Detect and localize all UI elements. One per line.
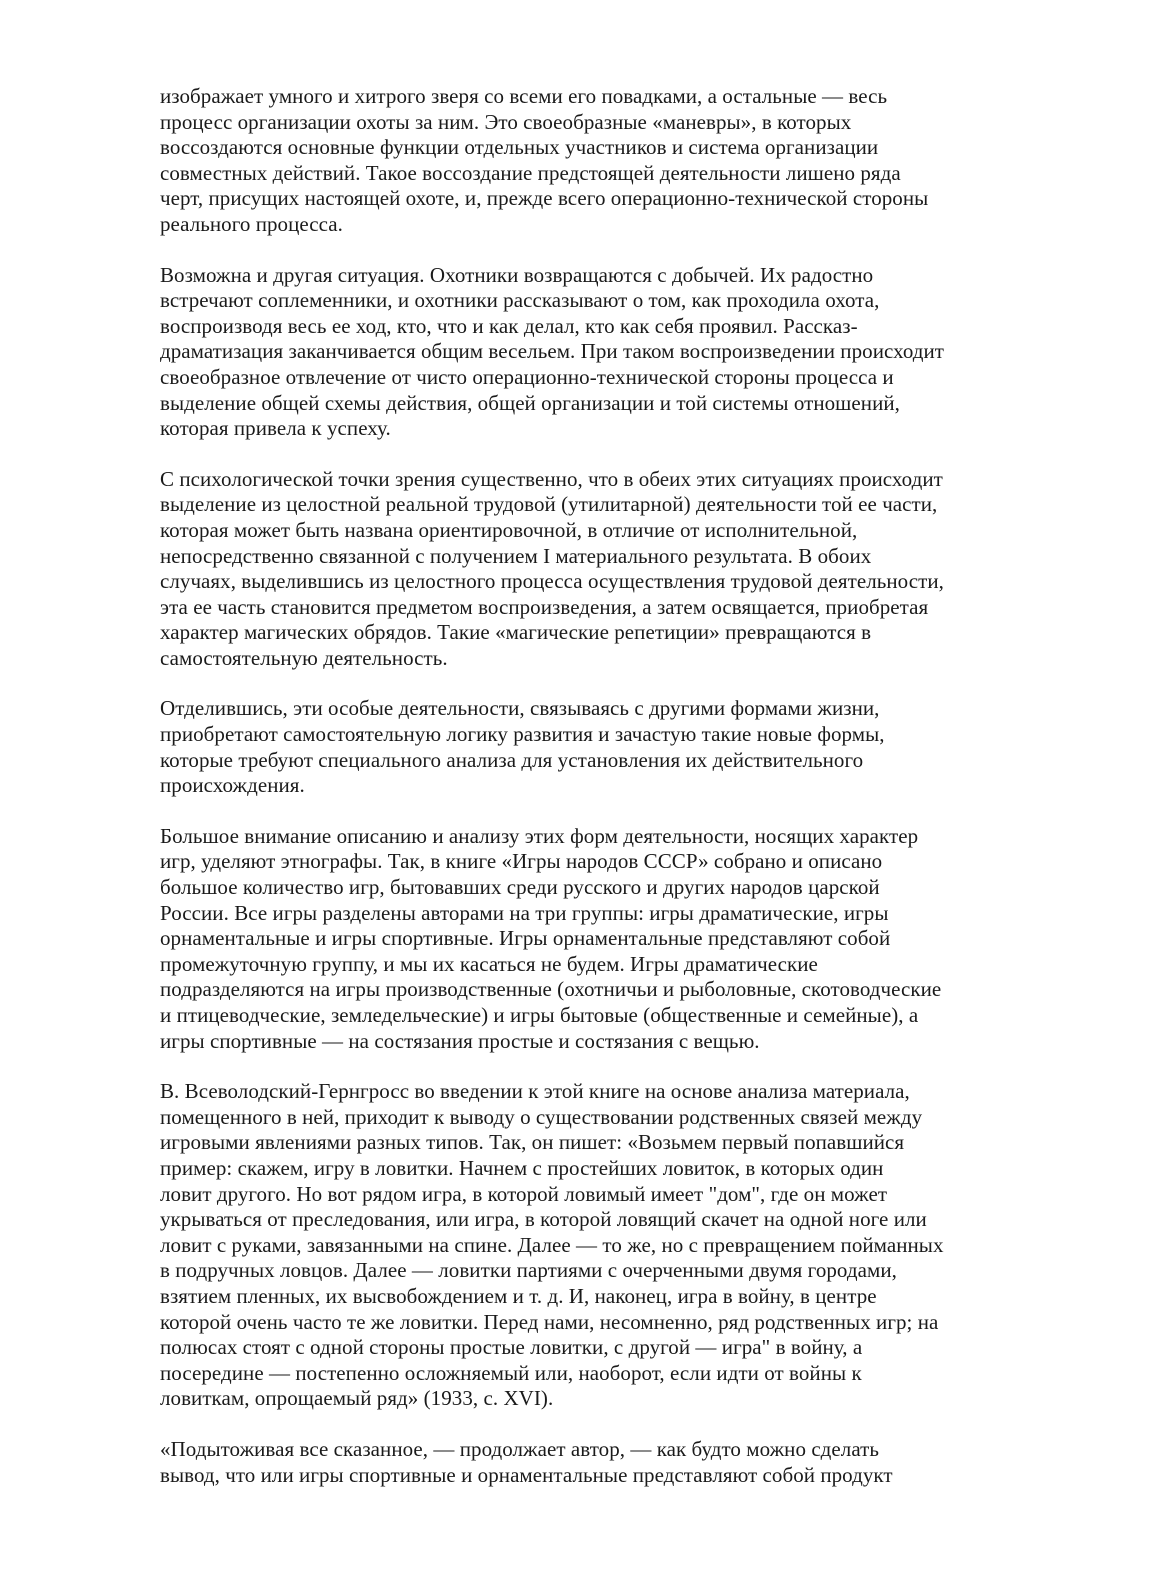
text-line: подразделяются на игры производственные (охотничьи и рыболовные, скотоводческие — [160, 977, 942, 1002]
text-line: непосредственно связанной с получением I материального результата. В обоих — [160, 543, 872, 568]
text-line: Отделившись, эти особые деятельности, связываясь с другими формами жизни, — [160, 696, 880, 721]
text-line: драматизация заканчивается общим весельем. При таком воспроизведении происходит — [160, 339, 945, 364]
text-line: выделение из целостной реальной трудовой (утилитарной) деятельности той ее части, — [160, 492, 938, 517]
text-line: игры спортивные — на состязания простые и состязания с вещью. — [160, 1028, 760, 1053]
text-line: черт, присущих настоящей охоте, и, прежде всего операционно-технической стороны — [160, 186, 929, 211]
text-line: эта ее часть становится предметом воспроизведения, а затем освящается, приобретая — [160, 594, 929, 619]
text-line: которые требуют специального анализа для установления их действительного — [160, 747, 864, 772]
paragraph-4 — [160, 696, 1018, 798]
text-line: укрываться от преследования, или игра, в которой ловящий скачет на одной ноге или — [160, 1207, 927, 1232]
text-line: С психологической точки зрения существенно, что в обеих этих ситуациях происходит — [160, 466, 943, 491]
paragraph-2 — [160, 263, 1018, 442]
text-line: посередине — постепенно осложняемый или, наоборот, если идти от войны к — [160, 1360, 862, 1385]
paragraph-1 — [160, 84, 1018, 238]
text-line: встречают соплеменники, и охотники рассказывают о том, как проходила охота, — [160, 288, 880, 313]
text-line: происхождения. — [160, 773, 305, 798]
text-line: полюсах стоят с одной стороны простые ловитки, с другой — игра" в войну, а — [160, 1335, 863, 1360]
text-line: помещенного в ней, приходит к выводу о существовании родственных связей между — [160, 1104, 923, 1129]
text-line: совместных действий. Такое воссоздание предстоящей деятельности лишено ряда — [160, 160, 901, 185]
paragraph-7 — [160, 1437, 1018, 1488]
text-line: взятием пленных, их высвобождением и т. д. И, наконец, игра в войну, в центре — [160, 1283, 877, 1308]
text-line: и птицеводческие, земледельческие) и игры бытовые (общественные и семейные), а — [160, 1003, 919, 1027]
paragraph-6 — [160, 1079, 1018, 1412]
text-line: выделение общей схемы действия, общей организации и той системы отношений, — [160, 390, 900, 415]
text-line: реального процесса. — [160, 211, 343, 236]
text-line: самостоятельную деятельность. — [160, 645, 448, 670]
text-line: изображает умного и хитрого зверя со всеми его повадками, а остальные — весь — [160, 84, 888, 108]
text-line: пример: скажем, игру в ловитки. Начнем с простейших ловиток, в которых один — [160, 1155, 884, 1180]
text-line: своеобразное отвлечение от чисто операционно-технической стороны процесса и — [160, 364, 894, 389]
text-line: которая может быть названа ориентировочной, в отличие от исполнительной, — [160, 517, 858, 542]
document-page — [160, 84, 1018, 1513]
text-line: Большое внимание описанию и анализу этих форм деятельности, носящих характер — [160, 823, 919, 848]
text-line: которая привела к успеху. — [160, 416, 391, 441]
text-line: игровыми явлениями разных типов. Так, он пишет: «Возьмем первый попавшийся — [160, 1130, 905, 1155]
text-line: характер магических обрядов. Такие «магические репетиции» превращаются в — [160, 620, 872, 645]
text-line: Возможна и другая ситуация. Охотники возвращаются с добычей. Их радостно — [160, 262, 874, 287]
text-line: игр, уделяют этнографы. Так, в книге «Игры народов СССР» собрано и описано — [160, 849, 883, 874]
text-line: приобретают самостоятельную логику развития и зачастую такие новые формы, — [160, 722, 885, 747]
text-line: процесс организации охоты за ним. Это своеобразные «маневры», в которых — [160, 109, 852, 134]
text-line: орнаментальные и игры спортивные. Игры орнаментальные представляют собой — [160, 926, 891, 951]
text-line: которой очень часто те же ловитки. Перед нами, несомненно, ряд родственных игр; на — [160, 1309, 939, 1334]
text-line: воспроизводя весь ее ход, кто, что и как делал, кто как себя проявил. Рассказ- — [160, 313, 858, 338]
text-line: промежуточную группу, и мы их касаться не будем. Игры драматические — [160, 951, 818, 976]
text-line: В. Всеволодский-Гернгросс во введении к этой книге на основе анализа материала, — [160, 1079, 910, 1104]
paragraph-3 — [160, 467, 1018, 672]
paragraph-5 — [160, 824, 1018, 1054]
text-line: воссоздаются основные функции отдельных участников и система организации — [160, 135, 879, 160]
text-line: большое количество игр, бытовавших среди русского и других народов царской — [160, 875, 880, 900]
text-line: ловит другого. Но вот рядом игра, в которой ловимый имеет "дом", где он может — [160, 1181, 888, 1206]
text-line: случаях, выделившись из целостного процесса осуществления трудовой деятельности, — [160, 569, 944, 594]
text-line: «Подытоживая все сказанное, — продолжает автор, — как будто можно сделать — [160, 1436, 880, 1461]
text-line: в подручных ловцов. Далее — ловитки партиями с очерченными двумя городами, — [160, 1258, 897, 1283]
text-line: ловиткам, опрощаемый ряд» (1933, с. XVI). — [160, 1386, 554, 1411]
text-line: ловит с руками, завязанными на спине. Далее — то же, но с превращением пойманных — [160, 1232, 944, 1257]
text-line: вывод, что или игры спортивные и орнаментальные представляют собой продукт — [160, 1462, 893, 1487]
text-line: России. Все игры разделены авторами на три группы: игры драматические, игры — [160, 900, 889, 925]
